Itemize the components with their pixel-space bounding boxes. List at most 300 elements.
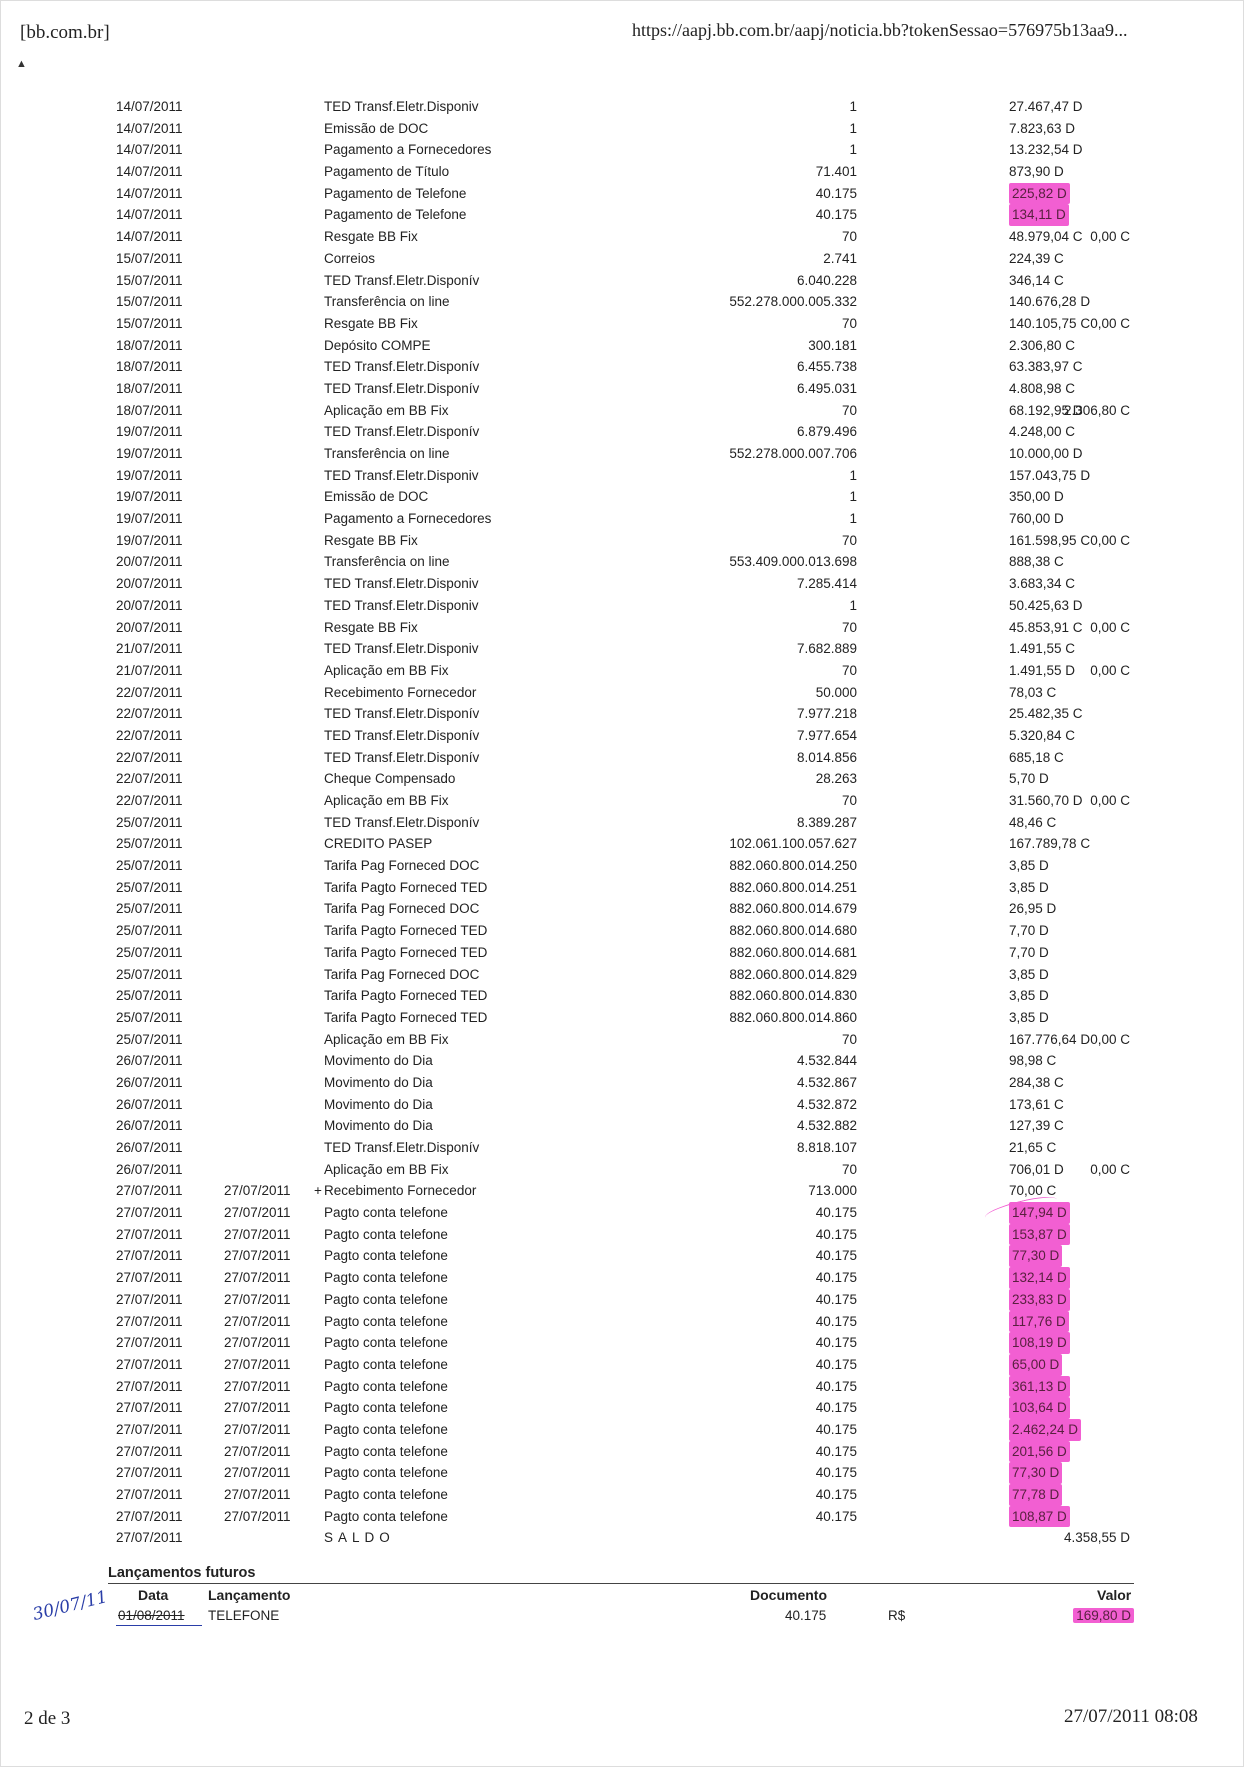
future-currency: R$ [888,1608,906,1623]
table-row [0,1527,1244,1549]
row-balance: 0,00 C [1090,619,1130,635]
row-description: Resgate BB Fix [324,315,418,331]
row-description: TED Transf.Eletr.Disponiv [324,576,479,592]
row-date: 21/07/2011 [116,641,183,657]
row-date: 22/07/2011 [116,793,183,808]
row-document: 40.175 [815,1226,857,1242]
row-document: 1 [849,511,857,527]
row-amount: 31.560,70 D [1009,793,1083,808]
table-row [0,1245,1244,1267]
future-value: 169,80 D [1073,1608,1134,1623]
row-document: 552.278.000.005.332 [729,294,857,310]
row-amount: 78,03 C [1009,684,1057,700]
row-document: 8.389.287 [796,814,857,830]
row-description: TED Transf.Eletr.Disponív [324,359,480,375]
row-amount: 3,85 D [1009,966,1049,982]
row-description: Movimento do Dia [324,1053,433,1069]
row-document: 40.175 [815,1270,857,1286]
row-amount: 873,90 D [1009,164,1064,180]
row-description: Emissão de DOC [324,120,429,136]
row-document: 882.060.800.014.681 [729,944,857,960]
row-balance-date: 27/07/2011 [224,1378,291,1394]
row-amount: 224,39 C [1009,250,1064,266]
table-row [0,421,1244,443]
table-row [0,1224,1244,1246]
row-document: 552.278.000.007.706 [729,446,857,461]
row-description: Pagamento de Telefone [324,185,467,201]
row-document: 40.175 [815,1378,857,1394]
print-timestamp: 27/07/2011 08:08 [1064,1706,1198,1727]
row-description: Transferência on line [324,294,450,310]
row-amount: 284,38 C [1009,1074,1064,1090]
row-date: 21/07/2011 [116,662,183,678]
row-date: 19/07/2011 [116,446,183,461]
row-description: Pagto conta telefone [324,1421,448,1437]
row-document: 40.175 [815,1291,857,1307]
row-description: Pagamento de Telefone [324,207,467,223]
row-amount: 225,82 D [1009,183,1070,205]
row-date: 27/07/2011 [116,1487,183,1502]
scan-mark-icon: ▲ [16,58,27,70]
row-date: 26/07/2011 [116,1118,183,1134]
row-plus-mark: + [314,1183,322,1199]
row-date: 25/07/2011 [116,966,183,982]
row-description: Pagto conta telefone [324,1465,448,1481]
row-description: Movimento do Dia [324,1096,433,1112]
row-description: Tarifa Pagto Forneced TED [324,988,488,1004]
table-row [0,1050,1244,1072]
row-description: TED Transf.Eletr.Disponiv [324,467,479,483]
row-date: 27/07/2011 [116,1356,183,1372]
row-date: 27/07/2011 [116,1270,183,1286]
row-date: 19/07/2011 [116,467,183,483]
row-description: Resgate BB Fix [324,532,418,548]
row-document: 882.060.800.014.679 [729,901,857,917]
row-document: 882.060.800.014.251 [729,879,857,895]
row-description: Resgate BB Fix [324,619,418,635]
table-row [0,378,1244,400]
row-date: 20/07/2011 [116,597,183,613]
row-document: 882.060.800.014.860 [729,1009,857,1025]
row-description: TED Transf.Eletr.Disponív [324,727,480,743]
row-balance-date: 27/07/2011 [224,1356,291,1372]
row-document: 4.532.867 [796,1074,857,1090]
row-balance: 0,00 C [1090,229,1130,245]
table-row [0,508,1244,530]
row-description: Recebimento Fornecedor [324,684,477,700]
table-row [0,530,1244,552]
table-row [0,964,1244,986]
row-amount: 3,85 D [1009,879,1049,895]
row-description: TED Transf.Eletr.Disponív [324,706,480,722]
row-document: 300.181 [808,337,857,353]
row-amount: 7.823,63 D [1009,120,1076,136]
page-number: 2 de 3 [24,1708,71,1729]
row-description: TED Transf.Eletr.Disponív [324,814,480,830]
row-date: 19/07/2011 [116,489,183,505]
row-amount: 98,98 C [1009,1053,1057,1069]
row-description: Pagto conta telefone [324,1291,448,1307]
row-description: Tarifa Pag Forneced DOC [324,966,480,982]
row-date: 25/07/2011 [116,901,183,917]
row-balance-date: 27/07/2011 [224,1291,291,1307]
row-amount: 167.789,78 C [1009,836,1091,852]
row-date: 15/07/2011 [116,315,183,331]
row-date: 27/07/2011 [116,1421,183,1437]
site-label: [bb.com.br] [20,22,110,43]
row-description: Aplicação em BB Fix [324,402,449,418]
row-date: 18/07/2011 [116,402,183,418]
table-row [0,617,1244,639]
row-amount: 2.306,80 C [1009,337,1076,353]
row-description: Pagto conta telefone [324,1226,448,1242]
table-row [0,248,1244,270]
row-description: CREDITO PASEP [324,836,433,852]
future-entries-title: Lançamentos futuros [108,1565,256,1581]
table-row [0,1506,1244,1528]
row-description: Depósito COMPE [324,337,431,353]
table-row [0,400,1244,422]
row-amount: 233,83 D [1009,1289,1070,1311]
future-header-value: Valor [1097,1587,1132,1603]
row-amount: 350,00 D [1009,489,1064,505]
future-entries-rule [108,1583,1134,1584]
row-description: Transferência on line [324,446,450,461]
row-date: 25/07/2011 [116,814,183,830]
row-amount: 161.598,95 C [1009,532,1091,548]
table-row [0,356,1244,378]
row-amount: 1.491,55 C [1009,641,1076,657]
table-row [0,595,1244,617]
row-date: 15/07/2011 [116,250,183,266]
row-date: 25/07/2011 [116,1009,183,1025]
future-document: 40.175 [785,1608,827,1623]
row-amount: 685,18 C [1009,749,1064,765]
table-row [0,465,1244,487]
row-description: TED Transf.Eletr.Disponiv [324,597,479,613]
row-description: TED Transf.Eletr.Disponív [324,749,480,765]
row-amount: 134,11 D [1009,204,1069,226]
row-description: Pagto conta telefone [324,1313,448,1329]
row-amount: 147,94 D [1009,1202,1070,1224]
table-row [0,1419,1244,1441]
row-balance: 0,00 C [1090,1161,1130,1177]
row-amount: 70,00 C [1009,1183,1057,1199]
row-document: 7.285.414 [796,576,857,592]
row-date: 15/07/2011 [116,272,183,288]
row-amount: 48.979,04 C [1009,229,1083,245]
row-date: 14/07/2011 [116,120,183,136]
row-date: 27/07/2011 [116,1335,183,1351]
row-amount: 140.676,28 D [1009,294,1091,310]
row-date: 15/07/2011 [116,294,183,310]
table-row [0,204,1244,226]
table-row [0,1289,1244,1311]
row-description: SALDO [324,1530,395,1546]
row-document: 70 [841,1161,857,1177]
table-row [0,660,1244,682]
row-date: 22/07/2011 [116,727,183,743]
table-row [0,1180,1244,1202]
row-balance-date: 27/07/2011 [224,1313,291,1329]
row-date: 27/07/2011 [116,1248,183,1264]
table-row [0,291,1244,313]
row-amount: 117,76 D [1009,1311,1069,1333]
row-description: Pagto conta telefone [324,1205,448,1221]
row-description: Pagto conta telefone [324,1248,448,1264]
row-document: 4.532.882 [796,1118,857,1134]
row-date: 26/07/2011 [116,1140,183,1155]
row-balance: 2.306,80 C [1063,402,1130,418]
table-row [0,1267,1244,1289]
table-row [0,1159,1244,1181]
row-amount: 4.808,98 C [1009,380,1076,396]
table-row [0,725,1244,747]
row-date: 27/07/2011 [116,1443,183,1459]
row-amount: 3.683,34 C [1009,576,1076,592]
row-document: 6.455.738 [796,359,857,375]
row-amount: 201,56 D [1009,1441,1070,1463]
row-amount: 153,87 D [1009,1224,1070,1246]
row-document: 6.040.228 [796,272,857,288]
row-description: TED Transf.Eletr.Disponív [324,272,480,288]
row-date: 25/07/2011 [116,858,183,874]
row-amount: 167.776,64 D [1009,1031,1091,1047]
row-amount: 140.105,75 C [1009,315,1091,331]
table-row [0,898,1244,920]
row-balance-date: 27/07/2011 [224,1400,291,1416]
row-description: Recebimento Fornecedor [324,1183,477,1199]
row-amount: 157.043,75 D [1009,467,1091,483]
row-document: 40.175 [815,1335,857,1351]
table-row [0,638,1244,660]
row-document: 40.175 [815,1465,857,1481]
row-description: Pagto conta telefone [324,1487,448,1502]
transactions-list [0,96,1244,1549]
row-description: Pagamento de Título [324,164,450,180]
row-amount: 346,14 C [1009,272,1064,288]
row-date: 26/07/2011 [116,1161,183,1177]
row-amount: 26,95 D [1009,901,1057,917]
row-description: TED Transf.Eletr.Disponív [324,1140,480,1155]
table-row [0,118,1244,140]
row-document: 40.175 [815,185,857,201]
row-document: 882.060.800.014.830 [729,988,857,1004]
row-amount: 5.320,84 C [1009,727,1076,743]
row-date: 27/07/2011 [116,1183,183,1199]
row-description: Tarifa Pagto Forneced TED [324,1009,488,1025]
row-document: 882.060.800.014.680 [729,923,857,939]
row-document: 882.060.800.014.250 [729,858,857,874]
row-description: Emissão de DOC [324,489,429,505]
row-balance: 0,00 C [1090,1031,1130,1047]
row-description: Movimento do Dia [324,1074,433,1090]
row-document: 40.175 [815,1205,857,1221]
row-amount: 68.192,95 D [1009,402,1083,418]
table-row [0,747,1244,769]
row-document: 70 [841,1031,857,1047]
table-row [0,1137,1244,1159]
row-document: 8.818.107 [796,1140,857,1155]
row-amount: 3,85 D [1009,1009,1049,1025]
row-document: 70 [841,619,857,635]
row-description: Pagto conta telefone [324,1356,448,1372]
row-date: 27/07/2011 [116,1313,183,1329]
row-balance: 0,00 C [1090,662,1130,678]
row-date: 14/07/2011 [116,164,183,180]
table-row [0,1332,1244,1354]
row-description: Correios [324,250,376,266]
table-row [0,1484,1244,1506]
row-document: 40.175 [815,1400,857,1416]
table-row [0,335,1244,357]
row-amount: 77,78 D [1009,1484,1062,1506]
row-balance-date: 27/07/2011 [224,1443,291,1459]
row-description: TED Transf.Eletr.Disponiv [324,99,479,114]
row-balance: 0,00 C [1090,315,1130,331]
row-date: 25/07/2011 [116,988,183,1004]
row-balance: 4.358,55 D [1063,1530,1130,1546]
row-date: 25/07/2011 [116,879,183,895]
row-balance-date: 27/07/2011 [224,1205,291,1221]
row-date: 27/07/2011 [116,1400,183,1416]
table-row [0,1354,1244,1376]
row-description: Movimento do Dia [324,1118,433,1134]
row-date: 14/07/2011 [116,229,183,245]
row-date: 22/07/2011 [116,684,183,700]
row-document: 40.175 [815,1443,857,1459]
row-document: 70 [841,662,857,678]
row-document: 1 [849,120,857,136]
row-date: 25/07/2011 [116,923,183,939]
table-row [0,1094,1244,1116]
row-date: 18/07/2011 [116,337,183,353]
row-date: 14/07/2011 [116,207,183,223]
row-date: 14/07/2011 [116,99,183,114]
row-date: 27/07/2011 [116,1205,183,1221]
row-description: Pagto conta telefone [324,1335,448,1351]
row-description: TED Transf.Eletr.Disponiv [324,641,479,657]
row-document: 40.175 [815,1313,857,1329]
row-date: 19/07/2011 [116,424,183,440]
table-row [0,551,1244,573]
row-document: 1 [849,467,857,483]
future-header-document: Documento [750,1587,827,1603]
row-date: 26/07/2011 [116,1074,183,1090]
row-date: 27/07/2011 [116,1465,183,1481]
row-document: 40.175 [815,1356,857,1372]
row-description: Pagto conta telefone [324,1508,448,1524]
row-document: 1 [849,489,857,505]
row-balance: 0,00 C [1090,532,1130,548]
table-row [0,96,1244,118]
table-row [0,1397,1244,1419]
row-amount: 706,01 D [1009,1161,1064,1177]
row-date: 27/07/2011 [116,1378,183,1394]
table-row [0,270,1244,292]
row-document: 8.014.856 [796,749,857,765]
row-description: Pagto conta telefone [324,1270,448,1286]
page-url[interactable]: https://aapj.bb.com.br/aapj/noticia.bb?tokenSessao=576975b13aa9... [632,20,1128,40]
row-document: 70 [841,793,857,808]
row-amount: 7,70 D [1009,944,1049,960]
row-document: 40.175 [815,1248,857,1264]
table-row [0,855,1244,877]
table-row [0,985,1244,1007]
row-amount: 63.383,97 C [1009,359,1083,375]
row-document: 1 [849,99,857,114]
row-amount: 108,87 D [1009,1506,1070,1528]
row-document: 70 [841,229,857,245]
row-amount: 65,00 D [1009,1354,1062,1376]
table-row [0,1311,1244,1333]
row-amount: 50.425,63 D [1009,597,1083,613]
row-amount: 48,46 C [1009,814,1057,830]
row-description: Pagamento a Fornecedores [324,142,492,158]
row-document: 4.532.872 [796,1096,857,1112]
row-description: Aplicação em BB Fix [324,662,449,678]
row-amount: 108,19 D [1009,1332,1070,1354]
table-row [0,183,1244,205]
row-amount: 760,00 D [1009,511,1064,527]
row-document: 70 [841,532,857,548]
row-balance-date: 27/07/2011 [224,1421,291,1437]
row-date: 20/07/2011 [116,576,183,592]
row-description: Resgate BB Fix [324,229,418,245]
row-date: 27/07/2011 [116,1530,183,1546]
row-balance-date: 27/07/2011 [224,1465,291,1481]
row-document: 70 [841,315,857,331]
row-document: 6.879.496 [796,424,857,440]
row-date: 14/07/2011 [116,185,183,201]
row-amount: 3,85 D [1009,858,1049,874]
row-date: 20/07/2011 [116,619,183,635]
row-date: 27/07/2011 [116,1226,183,1242]
row-amount: 127,39 C [1009,1118,1064,1134]
row-amount: 77,30 D [1009,1462,1062,1484]
row-description: Pagto conta telefone [324,1378,448,1394]
row-amount: 77,30 D [1009,1245,1062,1267]
row-document: 70 [841,402,857,418]
future-header-date: Data [138,1587,169,1603]
row-date: 18/07/2011 [116,359,183,375]
table-row [0,1462,1244,1484]
row-amount: 13.232,54 D [1009,142,1083,158]
table-row [0,443,1244,465]
row-date: 26/07/2011 [116,1096,183,1112]
row-balance-date: 27/07/2011 [224,1508,291,1524]
row-document: 6.495.031 [796,380,857,396]
row-date: 19/07/2011 [116,532,183,548]
row-amount: 25.482,35 C [1009,706,1083,722]
table-row [0,833,1244,855]
row-date: 22/07/2011 [116,771,183,787]
row-description: Tarifa Pagto Forneced TED [324,944,488,960]
row-document: 102.061.100.057.627 [729,836,857,852]
row-document: 1 [849,597,857,613]
row-document: 2.741 [823,250,857,266]
row-document: 40.175 [815,1487,857,1502]
row-date: 18/07/2011 [116,380,183,396]
row-amount: 1.491,55 D [1009,662,1076,678]
row-description: Tarifa Pagto Forneced TED [324,879,488,895]
row-document: 71.401 [815,164,857,180]
row-amount: 3,85 D [1009,988,1049,1004]
row-document: 28.263 [815,771,857,787]
table-row [0,486,1244,508]
ink-underline [116,1625,202,1626]
row-date: 19/07/2011 [116,511,183,527]
